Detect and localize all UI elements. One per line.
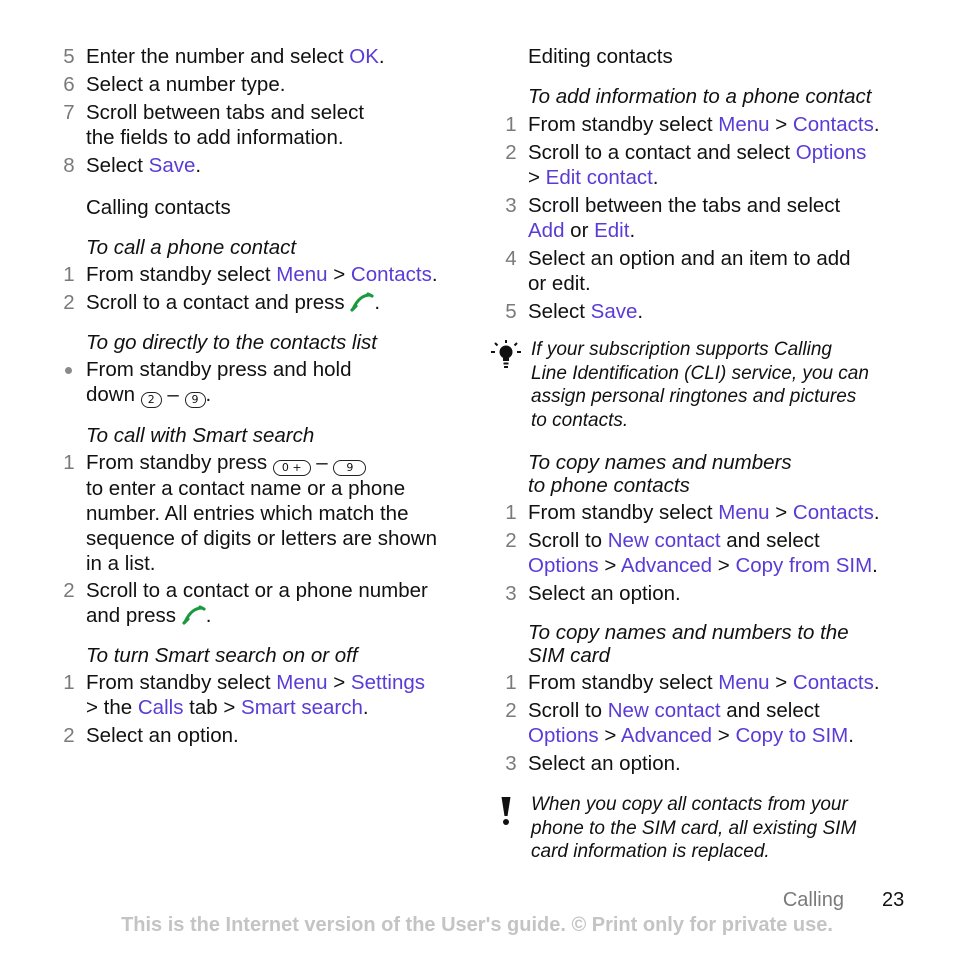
link-copy-to-sim[interactable]: Copy to SIM <box>735 724 849 747</box>
link-options[interactable]: Options <box>528 554 599 577</box>
step-number: 2 <box>63 291 75 314</box>
step-text: Select a number type. <box>86 73 286 96</box>
step-number: 4 <box>505 247 517 270</box>
copy-phone-step-3: 3 Select an option. <box>502 581 912 606</box>
key-9-icon: 9 <box>333 460 366 476</box>
subheading-smart-toggle: To turn Smart search on or off <box>86 644 358 667</box>
copy-sim-step-2: 2 Scroll to New contact and select Options > Advanced > Copy to SIM. <box>502 698 912 748</box>
left-column <box>60 44 480 748</box>
link-copy-from-sim[interactable]: Copy from SIM <box>735 554 873 577</box>
step-number: 2 <box>63 724 75 747</box>
edit-step-2: 2 Scroll to a contact and select Options > Edit contact. <box>502 140 912 190</box>
link-advanced[interactable]: Advanced <box>620 554 713 577</box>
step-number: 5 <box>505 300 517 323</box>
lightbulb-tip-icon <box>488 338 524 374</box>
link-contacts[interactable]: Contacts <box>792 113 874 136</box>
step-text-cont: the fields to add information. <box>86 126 344 149</box>
call-step-2: 2 Scroll to a contact and press . <box>60 290 480 315</box>
subheading-call-phone-contact: To call a phone contact <box>86 236 297 259</box>
step-number: 1 <box>505 113 517 136</box>
footer-notice: This is the Internet version of the User's guide. © Print only for private use. <box>121 914 833 936</box>
smart-step-1: 1 From standby press 0 + – 9 to enter a contact name or a phone number. All entries which match the sequence of digits or letters are shown in a list. <box>60 450 480 576</box>
step-number: 5 <box>63 45 75 68</box>
step-number: 1 <box>63 263 75 286</box>
edit-step-3: 3 Scroll between the tabs and select Add or Edit. <box>502 193 912 243</box>
link-new-contact[interactable]: New contact <box>607 699 721 722</box>
link-options[interactable]: Options <box>528 724 599 747</box>
section-heading-editing-contacts: Editing contacts <box>528 45 673 68</box>
link-menu[interactable]: Menu <box>276 671 328 694</box>
link-menu[interactable]: Menu <box>718 501 770 524</box>
link-ok[interactable]: OK <box>349 45 379 68</box>
step-number: 1 <box>63 671 75 694</box>
step-number: 2 <box>63 579 75 602</box>
link-save[interactable]: Save <box>590 300 638 323</box>
directly-bullet: From standby press and hold down 2 – 9 . <box>60 357 480 408</box>
right-column <box>502 44 912 864</box>
bullet-dot <box>65 367 72 374</box>
link-edit[interactable]: Edit <box>594 219 630 242</box>
link-advanced[interactable]: Advanced <box>620 724 713 747</box>
subheading-copy-to-sim: To copy names and numbers to the SIM card <box>528 621 849 667</box>
key-0-plus-icon: 0 + <box>273 460 311 476</box>
link-calls[interactable]: Calls <box>137 696 184 719</box>
step-number: 1 <box>505 671 517 694</box>
step-text: Enter the number and select <box>86 45 350 68</box>
step-text: Select <box>86 154 149 177</box>
page-number: 23 <box>882 889 905 911</box>
edit-step-5: 5 Select Save. <box>502 299 912 324</box>
link-save[interactable]: Save <box>148 154 196 177</box>
step-number: 6 <box>63 73 75 96</box>
step-number: 1 <box>63 451 75 474</box>
step-number: 2 <box>505 141 517 164</box>
toggle-step-1: 1 From standby select Menu > Settings > the Calls tab > Smart search. <box>60 670 480 720</box>
link-add[interactable]: Add <box>528 219 565 242</box>
step-number: 2 <box>505 529 517 552</box>
link-menu[interactable]: Menu <box>718 671 770 694</box>
footer-section-name: Calling <box>782 889 844 911</box>
subheading-add-info: To add information to a phone contact <box>528 85 872 108</box>
tip-note: If your subscription supports Calling Line Identification (CLI) service, you can assign personal ringtones and pictures to contacts. <box>502 338 912 432</box>
exclamation-warning-icon <box>488 793 524 829</box>
link-contacts[interactable]: Contacts <box>350 263 432 286</box>
step-number: 8 <box>63 154 75 177</box>
call-key-icon <box>182 603 206 625</box>
section-heading-calling-contacts: Calling contacts <box>86 196 231 219</box>
link-smart-search[interactable]: Smart search <box>241 696 363 719</box>
link-menu[interactable]: Menu <box>276 263 328 286</box>
step-5: 5 Enter the number and select OK. <box>60 44 480 69</box>
copy-phone-step-2: 2 Scroll to New contact and select Options > Advanced > Copy from SIM. <box>502 528 912 578</box>
call-key-icon <box>350 290 374 312</box>
subheading-smart-search: To call with Smart search <box>86 424 315 447</box>
step-8: 8 Select Save. <box>60 153 480 178</box>
key-9-icon: 9 <box>185 392 206 408</box>
link-edit-contact[interactable]: Edit contact <box>545 166 653 189</box>
step-6 <box>60 72 480 97</box>
key-2-icon: 2 <box>141 392 162 408</box>
link-contacts[interactable]: Contacts <box>792 671 874 694</box>
link-settings[interactable]: Settings <box>350 671 425 694</box>
step-number: 1 <box>505 501 517 524</box>
step-number: 3 <box>505 194 517 217</box>
link-options[interactable]: Options <box>795 141 867 164</box>
step-text: Scroll between tabs and select <box>86 101 365 124</box>
call-step-1: 1 From standby select Menu > Contacts. <box>60 262 480 287</box>
warning-note: When you copy all contacts from your phone to the SIM card, all existing SIM card information is replaced. <box>502 793 912 864</box>
link-contacts[interactable]: Contacts <box>792 501 874 524</box>
smart-step-2: 2 Scroll to a contact or a phone number and press . <box>60 578 480 628</box>
link-menu[interactable]: Menu <box>718 113 770 136</box>
step-7 <box>60 100 480 150</box>
copy-phone-step-1: 1 From standby select Menu > Contacts. <box>502 500 912 525</box>
step-number: 3 <box>505 582 517 605</box>
step-number: 7 <box>63 101 75 124</box>
copy-sim-step-3: 3 Select an option. <box>502 751 912 776</box>
subheading-copy-to-phone: To copy names and numbers to phone contacts <box>528 451 792 497</box>
step-number: 3 <box>505 752 517 775</box>
link-new-contact[interactable]: New contact <box>607 529 721 552</box>
copy-sim-step-1: 1 From standby select Menu > Contacts. <box>502 670 912 695</box>
subheading-go-directly: To go directly to the contacts list <box>86 331 377 354</box>
toggle-step-2: 2 Select an option. <box>60 723 480 748</box>
edit-step-1: 1 From standby select Menu > Contacts. <box>502 112 912 137</box>
step-number: 2 <box>505 699 517 722</box>
edit-step-4: 4 Select an option and an item to add or edit. <box>502 246 912 296</box>
